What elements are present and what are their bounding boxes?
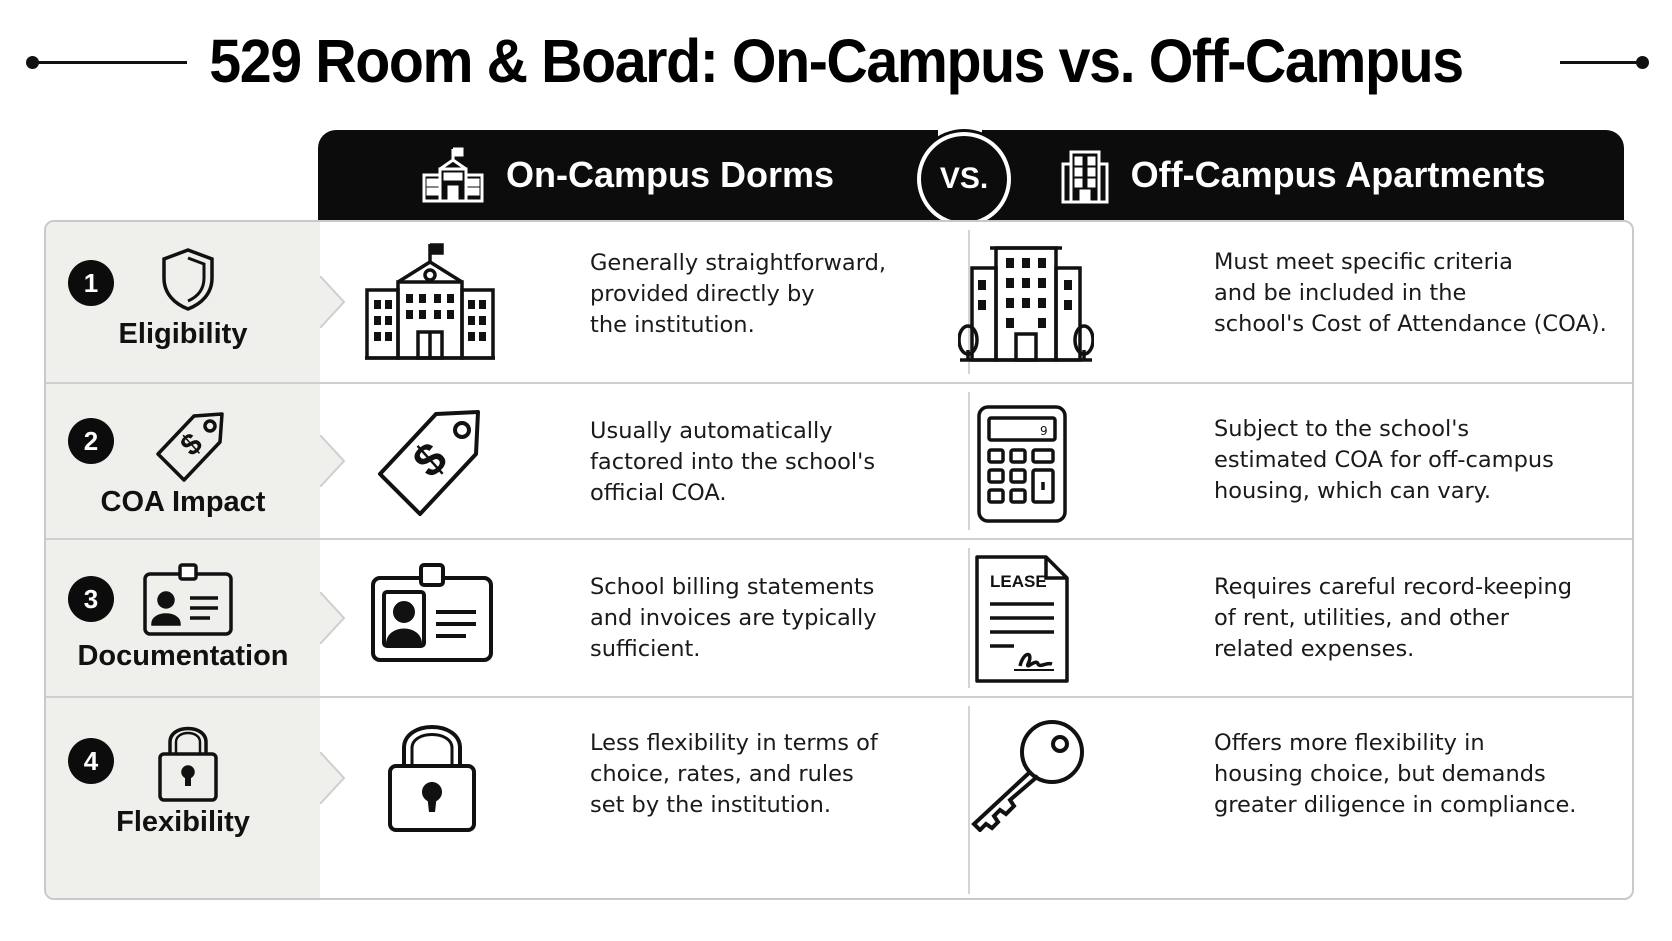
row-label: COA Impact xyxy=(100,486,266,518)
column-label-on-campus: On-Campus Dorms xyxy=(505,154,835,195)
title-rule-right xyxy=(1560,61,1640,64)
row-label: Flexibility xyxy=(116,806,250,838)
apartment-building-icon xyxy=(1061,146,1109,204)
svg-text:9: 9 xyxy=(1040,424,1048,438)
on-campus-text: Less flexibility in terms of choice, rates, and rules set by the institution. xyxy=(590,730,878,818)
lease-label: LEASE xyxy=(990,572,1047,591)
row-label: Documentation xyxy=(77,640,289,672)
title-dot-right xyxy=(1636,56,1649,69)
svg-text:$: $ xyxy=(174,426,209,463)
on-campus-text: Usually automatically factored into the school's official COA. xyxy=(590,418,876,506)
row-chevron xyxy=(320,752,346,804)
padlock-icon xyxy=(156,720,220,804)
column-label-off-campus: Off-Campus Apartments xyxy=(1130,154,1546,195)
padlock-icon xyxy=(386,716,478,834)
title-dot-left xyxy=(26,56,39,69)
apartment-building-icon xyxy=(958,244,1094,362)
price-tag-icon xyxy=(370,404,490,520)
page-title: 529 Room & Board: On-Campus vs. Off-Campus xyxy=(209,27,1463,95)
lease-document-icon xyxy=(974,554,1070,684)
column-divider xyxy=(968,548,970,688)
id-card-icon xyxy=(370,562,494,664)
price-tag-icon xyxy=(150,408,230,486)
table-row-documentation xyxy=(46,540,1632,698)
id-card-icon xyxy=(142,562,234,638)
on-campus-text: Generally straightforward, provided directly by the institution. xyxy=(590,250,887,338)
table-row-eligibility xyxy=(46,222,1632,384)
on-campus-text: School billing statements and invoices are typically sufficient. xyxy=(590,574,877,662)
title-row xyxy=(0,20,1672,100)
off-campus-text: Must meet specific criteria and be included in the school's Cost of Attendance (COA). xyxy=(1214,249,1607,337)
column-header-off-campus xyxy=(982,130,1624,220)
column-header-on-campus xyxy=(318,130,938,220)
column-divider xyxy=(968,392,970,530)
row-label-cell xyxy=(46,384,320,538)
table-row-coa-impact xyxy=(46,384,1632,540)
row-number-badge: 3 xyxy=(68,576,114,622)
key-icon xyxy=(966,716,1088,832)
row-chevron xyxy=(320,592,346,644)
row-number-badge: 2 xyxy=(68,418,114,464)
row-number-badge: 4 xyxy=(68,738,114,784)
row-label: Eligibility xyxy=(118,318,248,350)
row-label-cell xyxy=(46,540,320,696)
row-label-cell xyxy=(46,698,320,900)
row-number-badge: 1 xyxy=(68,260,114,306)
off-campus-text: Subject to the school's estimated COA for off-campus housing, which can vary. xyxy=(1214,416,1554,504)
calculator-icon xyxy=(976,404,1068,524)
row-label-cell xyxy=(46,222,320,382)
vs-badge: VS. xyxy=(917,132,1011,226)
school-building-icon xyxy=(364,242,496,360)
shield-icon xyxy=(158,246,218,312)
table-row-flexibility xyxy=(46,698,1632,900)
svg-text:$: $ xyxy=(402,431,457,488)
comparison-table xyxy=(44,220,1634,900)
off-campus-text: Requires careful record-keeping of rent, utilities, and other related expenses. xyxy=(1214,574,1573,662)
school-building-icon xyxy=(422,147,484,203)
off-campus-text: Offers more flexibility in housing choice, but demands greater diligence in compliance. xyxy=(1214,730,1577,818)
row-chevron xyxy=(320,276,346,328)
row-chevron xyxy=(320,435,346,487)
